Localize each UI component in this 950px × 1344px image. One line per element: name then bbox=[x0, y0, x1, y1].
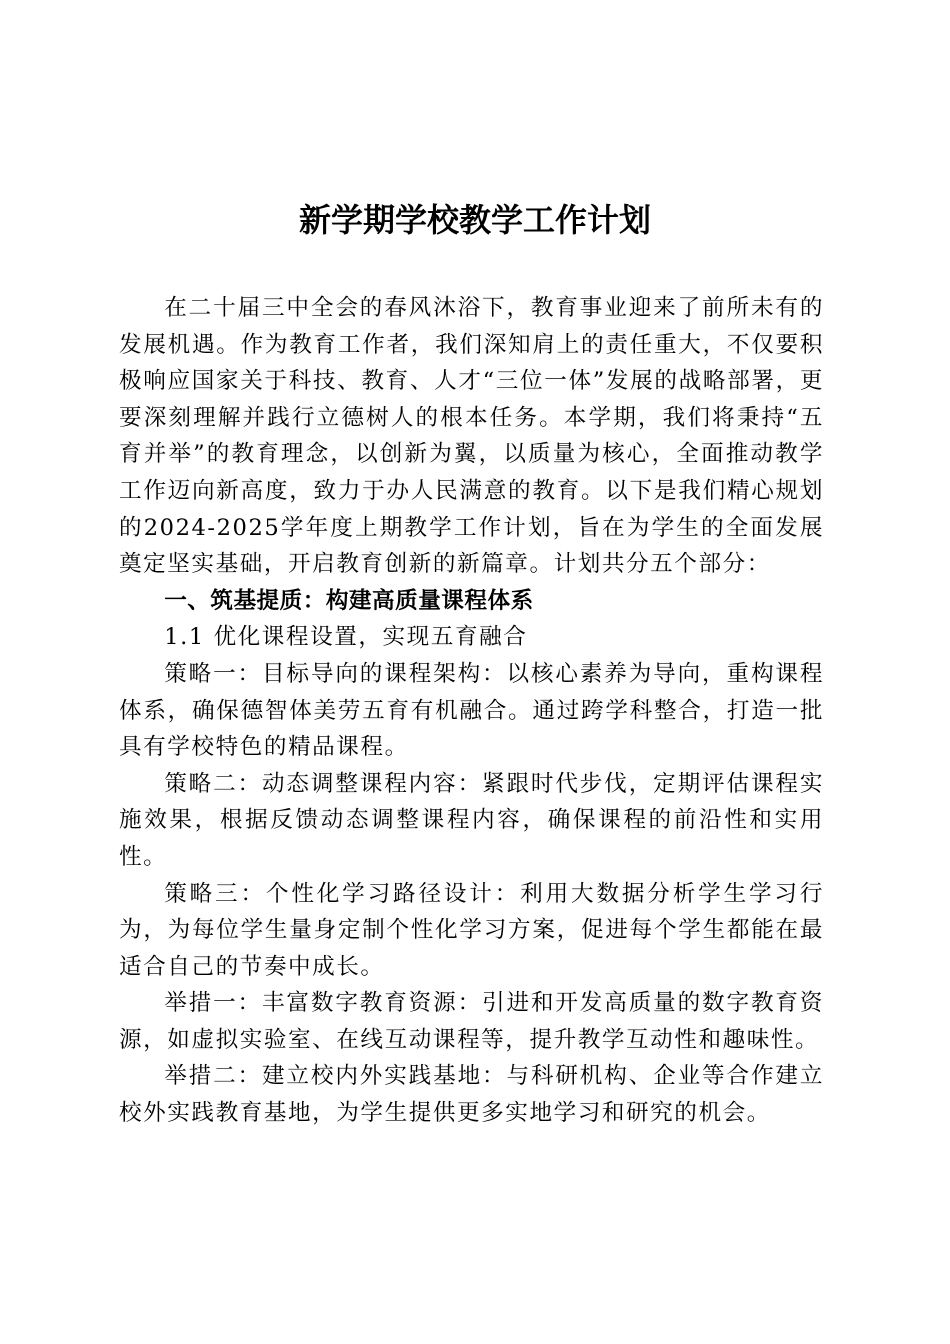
measure-paragraph: 举措二：建立校内外实践基地：与科研机构、企业等合作建立校外实践教育基地，为学生提供更多实地学习和研究的机会。 bbox=[119, 1063, 824, 1127]
measure-paragraph: 举措一：丰富数字教育资源：引进和开发高质量的数字教育资源，如虚拟实验室、在线互动课程等，提升教学互动性和趣味性。 bbox=[119, 990, 824, 1053]
intro-paragraph: 在二十届三中全会的春风沐浴下，教育事业迎来了前所未有的发展机遇。作为教育工作者，我们深知肩上的责任重大，不仅要积极响应国家关于科技、教育、人才“三位一体”发展的战略部署，更要深刻理解并践行立德树人的根本任务。本学期，我们将秉持“五育并举”的教育理念，以创新为翼，以质量为核心，全面推动教学工作迈向新高度，致力于办人民满意的教育。以下是我们精心规划的2024-2025学年度上期教学工作计划，旨在为学生的全面发展奠定坚实基础，开启教育创新的新篇章。计划共分五个部分： bbox=[119, 295, 824, 578]
strategy-paragraph: 策略三：个性化学习路径设计：利用大数据分析学生学习行为，为每位学生量身定制个性化学习方案，促进每个学生都能在最适合自己的节奏中成长。 bbox=[119, 880, 824, 980]
document-body bbox=[119, 290, 824, 1132]
section-heading: 一、筑基提质：构建高质量课程体系 bbox=[164, 587, 534, 614]
strategy-paragraph: 策略二：动态调整课程内容：紧跟时代步伐，定期评估课程实施效果，根据反馈动态调整课程内容，确保课程的前沿性和实用性。 bbox=[119, 770, 824, 870]
strategy-paragraph: 策略一：目标导向的课程架构：以核心素养为导向，重构课程体系，确保德智体美劳五育有机融合。通过跨学科整合，打造一批具有学校特色的精品课程。 bbox=[119, 660, 824, 761]
subsection-heading: 1.1 优化课程设置，实现五育融合 bbox=[164, 624, 528, 651]
document-title: 新学期学校教学工作计划 bbox=[298, 201, 651, 239]
